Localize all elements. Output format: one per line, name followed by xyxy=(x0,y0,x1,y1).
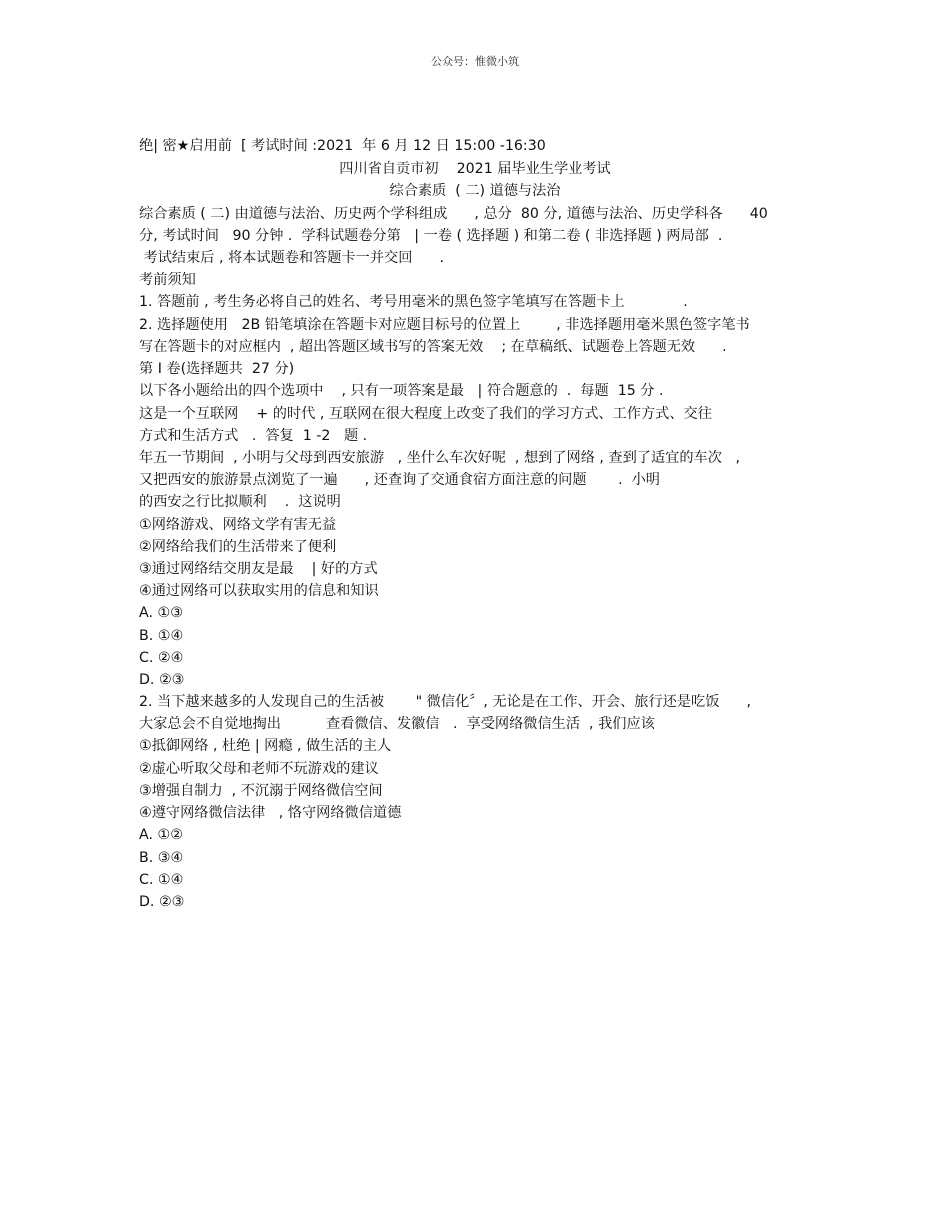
q1-statement-1: ①网络游戏、网络文学有害无益 xyxy=(139,517,337,533)
q2-statement-3: ③增强自制力 , 不沉溺于网络微信空间 xyxy=(139,783,383,799)
notice-item-2-cont: 写在答题卡的对应框内 , 超出答题区域书写的答案无效 ; 在草稿纸、试题卷上答题无效 . xyxy=(139,339,727,355)
intro-line-3: 考试结束后 , 将本试题卷和答题卡一并交回 . xyxy=(139,250,444,266)
q2-option-a: A. ①② xyxy=(139,827,183,843)
q1-option-c: C. ②④ xyxy=(139,650,184,666)
q1-statement-4: ④通过网络可以获取实用的信息和知识 xyxy=(139,583,379,599)
notice-item-2: 2. 选择题使用 2B 铅笔填涂在答题卡对应题目标号的位置上 , 非选择题用毫米黑色签字笔书 xyxy=(139,317,750,333)
intro-line-2: 分, 考试时间 90 分钟 . 学科试题卷分第 | 一卷 ( 选择题 ) 和第二卷 ( 非选择题 ) 两局部 . xyxy=(139,228,723,244)
section-heading: 第 Ⅰ 卷(选择题共 27 分) xyxy=(139,361,295,377)
q2-statement-2: ②虚心听取父母和老师不玩游戏的建议 xyxy=(139,761,379,777)
q2-option-b: B. ③④ xyxy=(139,850,184,866)
question-1-line-2: 又把西安的旅游景点浏览了一遍 , 还查询了交通食宿方面注意的问题 . 小明 xyxy=(139,472,660,488)
question-2-line-1: 2. 当下越来越多的人发现自己的生活被 " 微信化〞, 无论是在工作、开会、旅行还是吃饭 , xyxy=(139,694,751,710)
q1-option-b: B. ①④ xyxy=(139,628,184,644)
q1-statement-3: ③通过网络结交朋友是最 | 好的方式 xyxy=(139,561,378,577)
page-header: 公众号：惟微小筑 xyxy=(431,55,519,68)
intro-line-1: 综合素质 ( 二) 由道德与法治、历史两个学科组成 , 总分 80 分, 道德与法治、历史学科各 40 xyxy=(139,206,768,222)
exam-subtitle: 综合素质 ( 二) 道德与法治 xyxy=(389,183,561,199)
q1-option-a: A. ①③ xyxy=(139,605,183,621)
material-line-2: 方式和生活方式 . 答复 1 -2 题 . xyxy=(139,428,368,444)
question-1-line-1: 年五一节期间 , 小明与父母到西安旅游 , 坐什么车次好呢 , 想到了网络 , 查到了适宜的车次 , xyxy=(139,450,740,466)
exam-title: 四川省自贡市初 2021 届毕业生学业考试 xyxy=(339,161,611,177)
question-1-line-3: 的西安之行比拟顺利 . 这说明 xyxy=(139,494,341,510)
q2-statement-4: ④遵守网络微信法律 , 恪守网络微信道德 xyxy=(139,805,402,821)
q1-option-d: D. ②③ xyxy=(139,672,185,688)
notice-heading: 考前须知 xyxy=(139,272,196,288)
q1-statement-2: ②网络给我们的生活带来了便利 xyxy=(139,539,337,555)
question-2-line-2: 大家总会不自觉地掏出 查看微信、发徽信 . 享受网络微信生活 , 我们应该 xyxy=(139,716,655,732)
q2-option-d: D. ②③ xyxy=(139,894,185,910)
section-instructions: 以下各小题给出的四个选项中 , 只有一项答案是最 | 符合题意的 . 每题 15 分 . xyxy=(139,383,664,399)
confidentiality-line: 绝| 密★启用前 [ 考试时间 :2021 年 6 月 12 日 15:00 -16:30 xyxy=(139,138,546,154)
notice-item-1: 1. 答题前 , 考生务必将自己的姓名、考号用毫米的黑色签字笔填写在答题卡上 . xyxy=(139,294,688,310)
material-line-1: 这是一个互联网 + 的时代 , 互联网在很大程度上改变了我们的学习方式、工作方式、交往 xyxy=(139,406,712,422)
q2-statement-1: ①抵御网络 , 杜绝 | 网瘾 , 做生活的主人 xyxy=(139,738,392,754)
q2-option-c: C. ①④ xyxy=(139,872,184,888)
